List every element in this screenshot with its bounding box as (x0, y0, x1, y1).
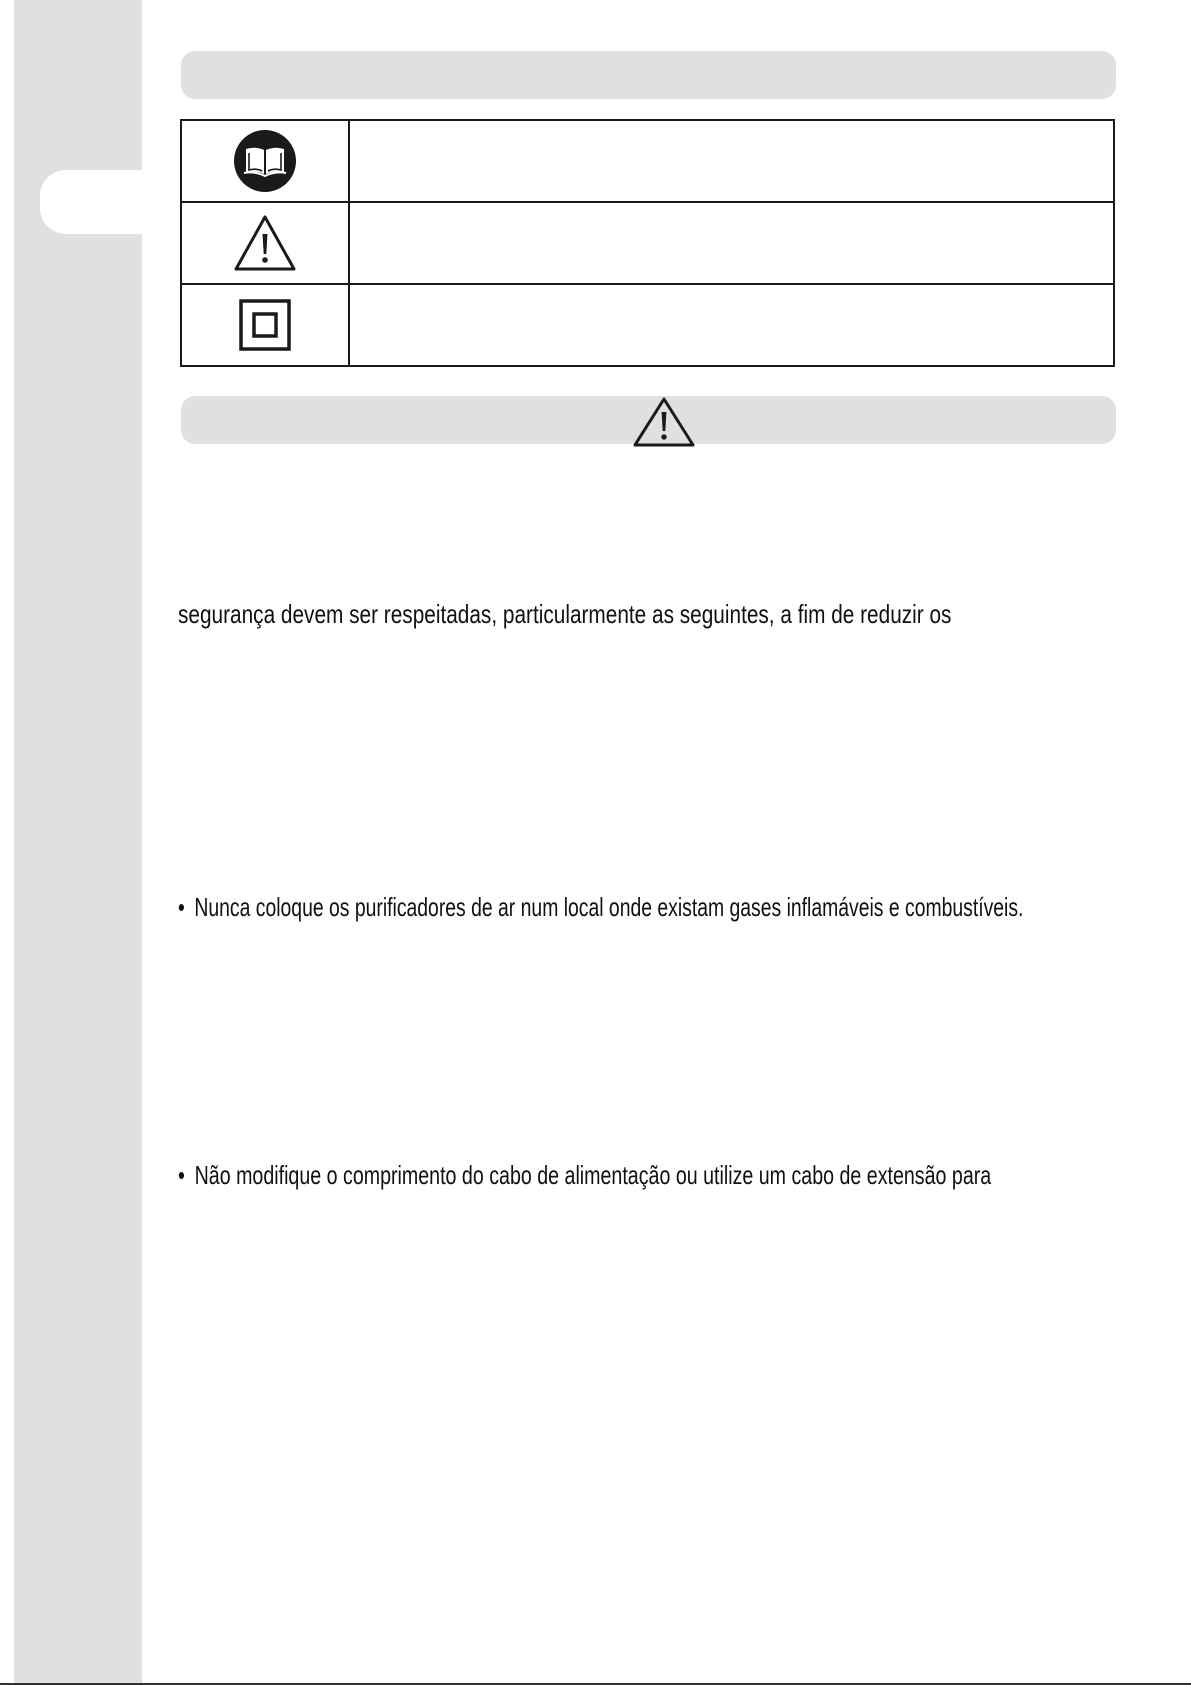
section-header-band (181, 51, 1116, 99)
double-insulation-icon (239, 299, 291, 351)
list-item (178, 891, 1023, 923)
list-item (178, 1159, 991, 1191)
bullet-mark: • (178, 1160, 185, 1190)
list-item-text: Nunca coloque os purificadores de ar num local onde existam gases inflamáveis e combustíveis. (194, 892, 1024, 922)
table-row (181, 202, 1114, 284)
warning-triangle-icon (233, 214, 297, 272)
side-tab (40, 170, 142, 234)
warning-triangle-icon (633, 397, 695, 447)
symbol-description (349, 120, 1114, 202)
symbol-description (349, 202, 1114, 284)
list-item-text: Não modifique o comprimento do cabo de alimentação ou utilize um cabo de extensão para (194, 1160, 992, 1190)
symbols-table (180, 119, 1115, 367)
symbol-description (349, 284, 1114, 366)
bullet-mark: • (178, 892, 185, 922)
table-row (181, 284, 1114, 366)
side-strip (14, 0, 142, 1685)
body-text-line: segurança devem ser respeitadas, particularmente as seguintes, a fim de reduzir os (178, 599, 952, 629)
manual-book-icon (233, 129, 297, 193)
table-row (181, 120, 1114, 202)
